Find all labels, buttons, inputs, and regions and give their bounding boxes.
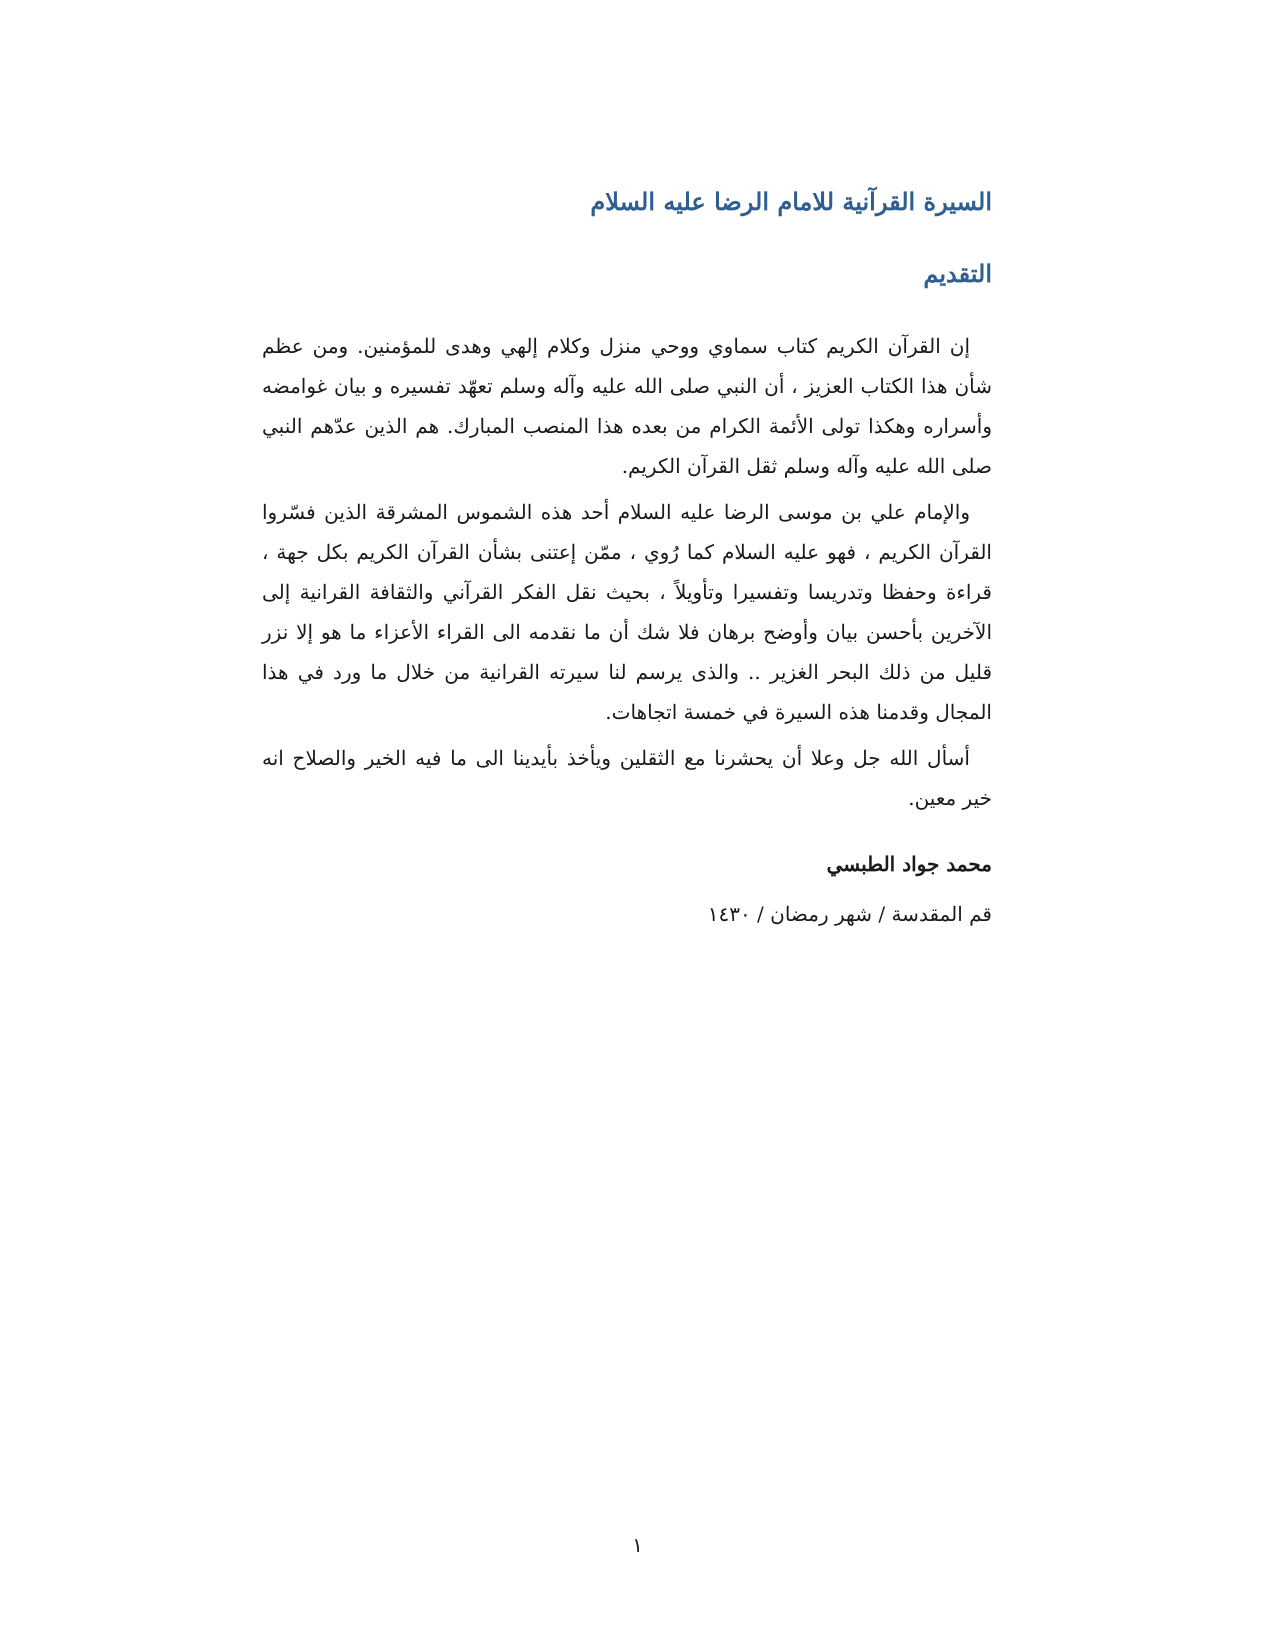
- page-content: [262, 180, 992, 934]
- page-number: ١: [632, 1533, 643, 1557]
- paragraph-imam: والإمام علي بن موسى الرضا عليه السلام أحد هذه الشموس المشرقة الذين فسّروا القرآن الكريم ، فهو عليه السلام كما رُوي ، ممّن إعتنى بشأن القرآن الكريم بكل جهة ، قراءة وحفظا وتدريسا وتفسيرا وتأويلاً ، بحيث نقل الفكر القرآني والثقافة القرانية إلى الآخرين بأحسن بيان وأوضح برهان فلا شك أن ما نقدمه الى القراء الأعزاء ما هو إلا نزر قليل من ذلك البحر الغزير .. والذى يرسم لنا سيرته القرانية من خلال ما ورد في هذا المجال وقدمنا هذه السيرة في خمسة اتجاهات.: [262, 500, 992, 724]
- place-date: قم المقدسة / شهر رمضان / ١٤٣٠: [707, 902, 992, 926]
- paragraph-intro: إن القرآن الكريم كتاب سماوي ووحي منزل وكلام إلهي وهدى للمؤمنين. ومن عظم شأن هذا الكتاب العزيز ، أن النبي صلى الله عليه وآله وسلم تعهّد تفسيره و بيان غوامضه وأسراره وهكذا تولى الأئمة الكرام من بعده هذا المنصب المبارك. هم الذين عدّهم النبي صلى الله عليه وآله وسلم ثقل القرآن الكريم.: [262, 334, 992, 478]
- page-title: السيرة القرآنية للامام الرضا عليه السلام: [590, 187, 992, 216]
- author-name: محمد جواد الطبسي: [826, 852, 992, 876]
- paragraph-prayer: أسأل الله جل وعلا أن يحشرنا مع الثقلين ويأخذ بأيدينا الى ما فيه الخير والصلاح انه خير معين.: [262, 746, 992, 810]
- section-heading: التقديم: [923, 259, 992, 288]
